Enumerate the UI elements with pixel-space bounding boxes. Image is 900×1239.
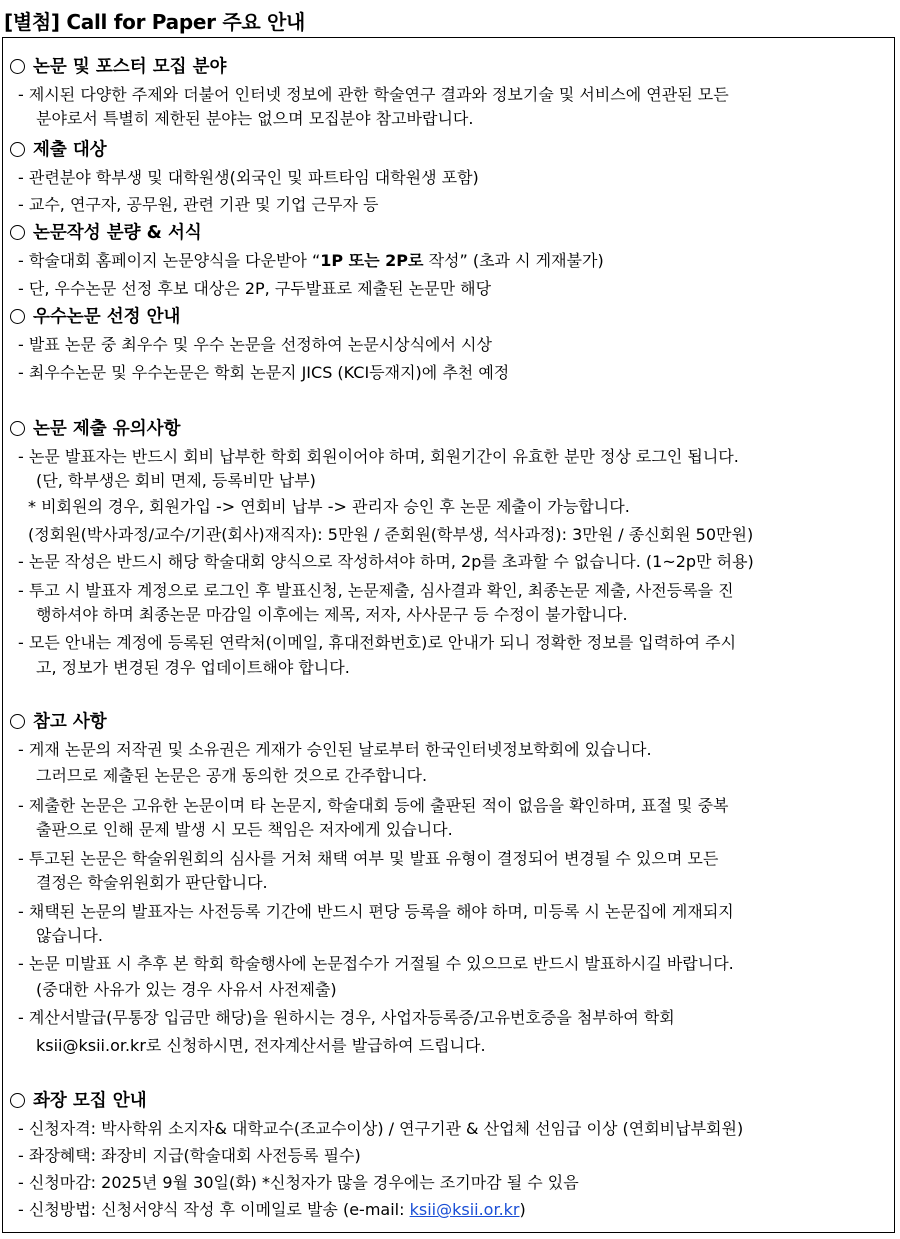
list-item: - 관련분야 학부생 및 대학원생(외국인 및 파트타임 대학원생 포함) <box>18 168 479 187</box>
list-item: - 최우수논문 및 우수논문은 학회 논문지 JICS (KCI등재지)에 추천 예정 <box>18 363 510 382</box>
list-item: - 논문 발표자는 반드시 회비 납부한 학회 회원이어야 하며, 회원기간이 유효한 분만 정상 로그인 됩니다. <box>18 447 739 466</box>
list-item-continued: 결정은 학술위원회가 판단합니다. <box>36 873 268 892</box>
list-item: - 교수, 연구자, 공무원, 관련 기관 및 기업 근무자 등 <box>18 195 379 214</box>
list-item-continued: ksii@ksii.or.kr로 신청하시면, 전자계산서를 발급하여 드립니다. <box>36 1036 486 1055</box>
list-item: - 단, 우수논문 선정 후보 대상은 2P, 구두발표로 제출된 논문만 해당 <box>18 279 492 298</box>
list-item-continued: 그러므로 제출된 논문은 공개 동의한 것으로 간주합니다. <box>36 766 428 785</box>
contact-email-link[interactable]: ksii@ksii.or.kr <box>409 1200 520 1219</box>
list-item: - 채택된 논문의 발표자는 사전등록 기간에 반드시 편당 등록을 해야 하며, 미등록 시 논문집에 게재되지 <box>18 902 734 921</box>
list-item: - 좌장혜택: 좌장비 지급(학술대회 사전등록 필수) <box>18 1146 361 1165</box>
list-item-continued: (중대한 사유가 있는 경우 사유서 사전제출) <box>36 980 337 999</box>
list-item: - 발표 논문 중 최우수 및 우수 논문을 선정하여 논문시상식에서 시상 <box>18 335 492 354</box>
list-item: - 투고된 논문은 학술위원회의 심사를 거쳐 채택 여부 및 발표 유형이 결정되어 변경될 수 있으며 모든 <box>18 849 719 868</box>
section-heading: 제출 대상 <box>10 139 886 161</box>
section-heading: 논문작성 분량 & 서식 <box>10 222 886 244</box>
page-limit-emphasis: 1P 또는 2P로 <box>320 251 424 270</box>
section-heading: 논문 제출 유의사항 <box>10 418 886 440</box>
list-item: - 제출한 논문은 고유한 논문이며 타 논문지, 학술대회 등에 출판된 적이 없음을 확인하며, 표절 및 중복 <box>18 796 729 815</box>
list-item: - 학술대회 홈페이지 논문양식을 다운받아 “1P 또는 2P로 작성” (초과 시 게재불가) <box>18 251 604 270</box>
list-item-continued: 고, 정보가 변경된 경우 업데이트해야 합니다. <box>36 658 350 677</box>
list-item-continued: (단, 학부생은 회비 면제, 등록비만 납부) <box>36 471 316 490</box>
list-item: - 신청자격: 박사학위 소지자& 대학교수(조교수이상) / 연구기관 & 산업체 선임급 이상 (연회비납부회원) <box>18 1119 744 1138</box>
list-item: - 논문 작성은 반드시 해당 학술대회 양식으로 작성하셔야 하며, 2p를 초과할 수 없습니다. (1~2p만 허용) <box>18 552 754 571</box>
fee-item: (정회원(박사과정/교수/기관(회사)재직자): 5만원 / 준회원(학부생, 석사과정): 3만원 / 종신회원 50만원) <box>28 525 754 544</box>
circle-icon <box>10 225 25 240</box>
section-heading: 논문 및 포스터 모집 분야 <box>10 56 886 78</box>
list-item: - 신청방법: 신청서양식 작성 후 이메일로 발송 (e-mail: ksii@ksii.or.kr) <box>18 1200 526 1219</box>
list-item: - 모든 안내는 계정에 등록된 연락처(이메일, 휴대전화번호)로 안내가 되니 정확한 정보를 입력하여 주시 <box>18 633 737 652</box>
list-item-continued: 출판으로 인해 문제 발생 시 모든 책임은 저자에게 있습니다. <box>36 820 453 839</box>
section-heading: 우수논문 선정 안내 <box>10 306 886 328</box>
list-item-continued: 않습니다. <box>36 926 103 945</box>
list-item-continued: 행하셔야 하며 최종논문 마감일 이후에는 제목, 저자, 사사문구 등 수정이 불가합니다. <box>36 605 628 624</box>
list-item: - 계산서발급(무통장 입금만 해당)을 원하시는 경우, 사업자등록증/고유번호증을 첨부하여 학회 <box>18 1008 675 1027</box>
list-item: - 신청마감: 2025년 9월 30일(화) *신청자가 많을 경우에는 조기마감 될 수 있음 <box>18 1173 579 1192</box>
circle-icon <box>10 59 25 74</box>
note-item: * 비회원의 경우, 회원가입 -> 연회비 납부 -> 관리자 승인 후 논문 제출이 가능합니다. <box>28 497 630 516</box>
section-heading: 참고 사항 <box>10 711 886 733</box>
list-item: - 제시된 다양한 주제와 더불어 인터넷 정보에 관한 학술연구 결과와 정보기술 및 서비스에 연관된 모든 <box>18 85 729 104</box>
circle-icon <box>10 421 25 436</box>
circle-icon <box>10 142 25 157</box>
circle-icon <box>10 1093 25 1108</box>
list-item: - 게재 논문의 저작권 및 소유권은 게재가 승인된 날로부터 한국인터넷정보학회에 있습니다. <box>18 740 652 759</box>
document-title: [별첨] Call for Paper 주요 안내 <box>4 10 306 34</box>
circle-icon <box>10 714 25 729</box>
list-item-continued: 분야로서 특별히 제한된 분야는 없으며 모집분야 참고바랍니다. <box>36 109 474 128</box>
section-heading: 좌장 모집 안내 <box>10 1090 886 1112</box>
list-item: - 투고 시 발표자 계정으로 로그인 후 발표신청, 논문제출, 심사결과 확인, 최종논문 제출, 사전등록을 진 <box>18 581 734 600</box>
list-item: - 논문 미발표 시 추후 본 학회 학술행사에 논문접수가 거절될 수 있으므로 반드시 발표하시길 바랍니다. <box>18 954 734 973</box>
circle-icon <box>10 309 25 324</box>
